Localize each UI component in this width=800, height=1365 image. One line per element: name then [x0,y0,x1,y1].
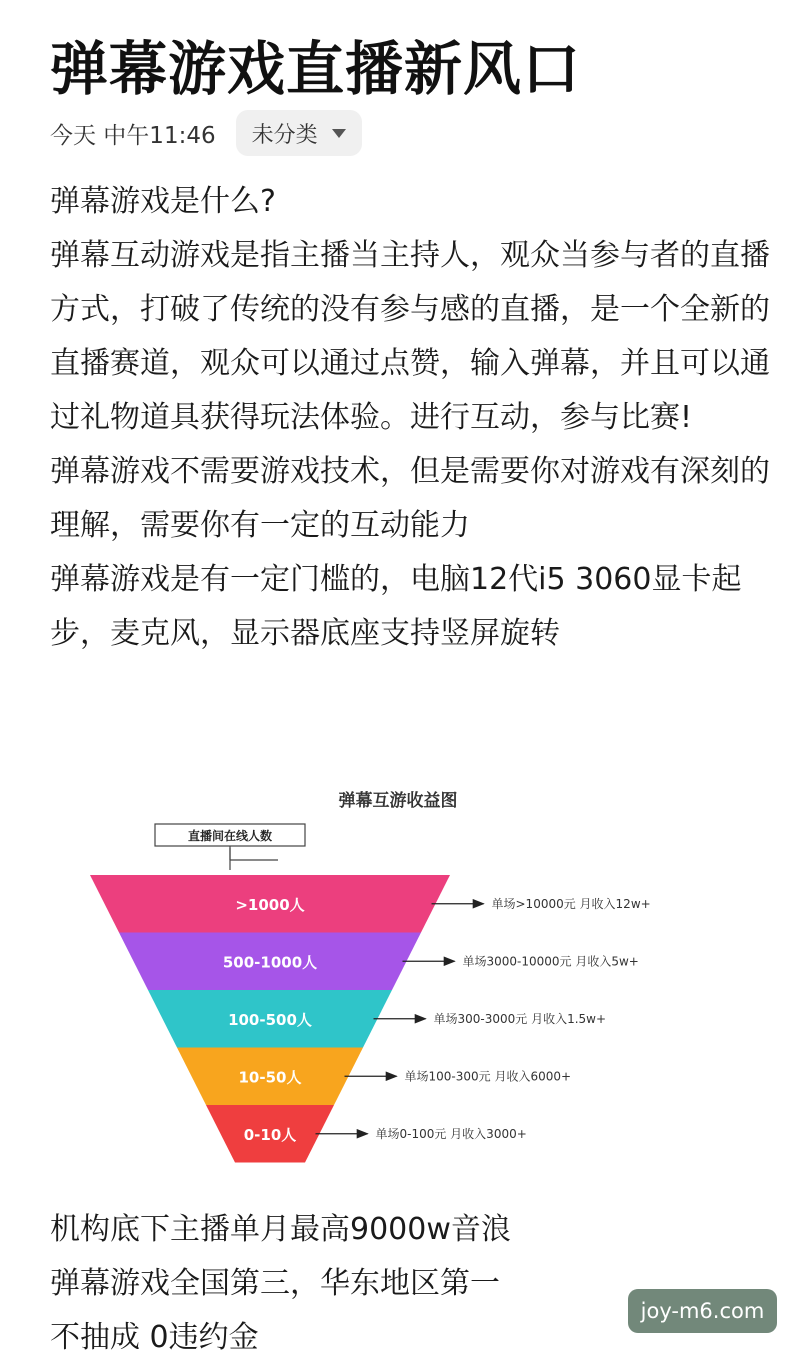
footer-line: 机构底下主播单月最高9000w音浪 [50,1212,511,1247]
funnel-tier-label: 100-500人 [228,1010,312,1029]
funnel-tier-label: >1000人 [235,895,305,914]
paragraph: 弹幕游戏是什么? [50,184,276,219]
funnel-tiers [90,875,651,1163]
footer-line: 弹幕游戏全国第三，华东地区第一 [50,1266,500,1301]
category-label: 未分类 [251,122,318,148]
funnel-tier-note: 单场100-300元 月收入6000+ [404,1069,572,1084]
publish-time: 今天 中午11:46 [50,122,216,149]
funnel-tier-label: 0-10人 [243,1125,297,1144]
article-meta [50,108,362,158]
caret-down-icon [332,129,346,138]
funnel-tier-note: 单场0-100元 月收入3000+ [375,1126,527,1141]
paragraph: 弹幕互动游戏是指主播当主持人，观众当参与者的直播方式，打破了传统的没有参与感的直播，是一个全新的直播赛道，观众可以通过点赞，输入弹幕，并且可以通过礼物道具获得玩法体验。进行互动，参与比赛! [50,238,770,435]
article-footer [50,1203,770,1365]
funnel-top-label: 直播间在线人数 [187,829,273,843]
revenue-funnel-image [60,770,760,1190]
category-dropdown[interactable] [236,110,362,156]
funnel-tier-note: 单场300-3000元 月收入1.5w+ [433,1011,607,1026]
funnel-tier-note: 单场3000-10000元 月收入5w+ [462,954,639,969]
article-body [50,175,770,661]
funnel-tier-note: 单场>10000元 月收入12w+ [491,896,651,911]
funnel-title: 弹幕互游收益图 [338,791,458,811]
footer-line: 不抽成 0违约金 [50,1320,259,1355]
funnel-tier-label: 10-50人 [238,1068,302,1087]
article-title: 弹幕游戏直播新风口 [50,35,582,103]
paragraph: 弹幕游戏不需要游戏技术，但是需要你对游戏有深刻的理解，需要你有一定的互动能力 [50,454,770,543]
site-watermark: joy-m6.com [628,1289,777,1333]
funnel-tier-label: 500-1000人 [222,953,318,972]
paragraph: 弹幕游戏是有一定门槛的，电脑12代i5 3060显卡起步，麦克风，显示器底座支持竖屏旋转 [50,562,742,651]
